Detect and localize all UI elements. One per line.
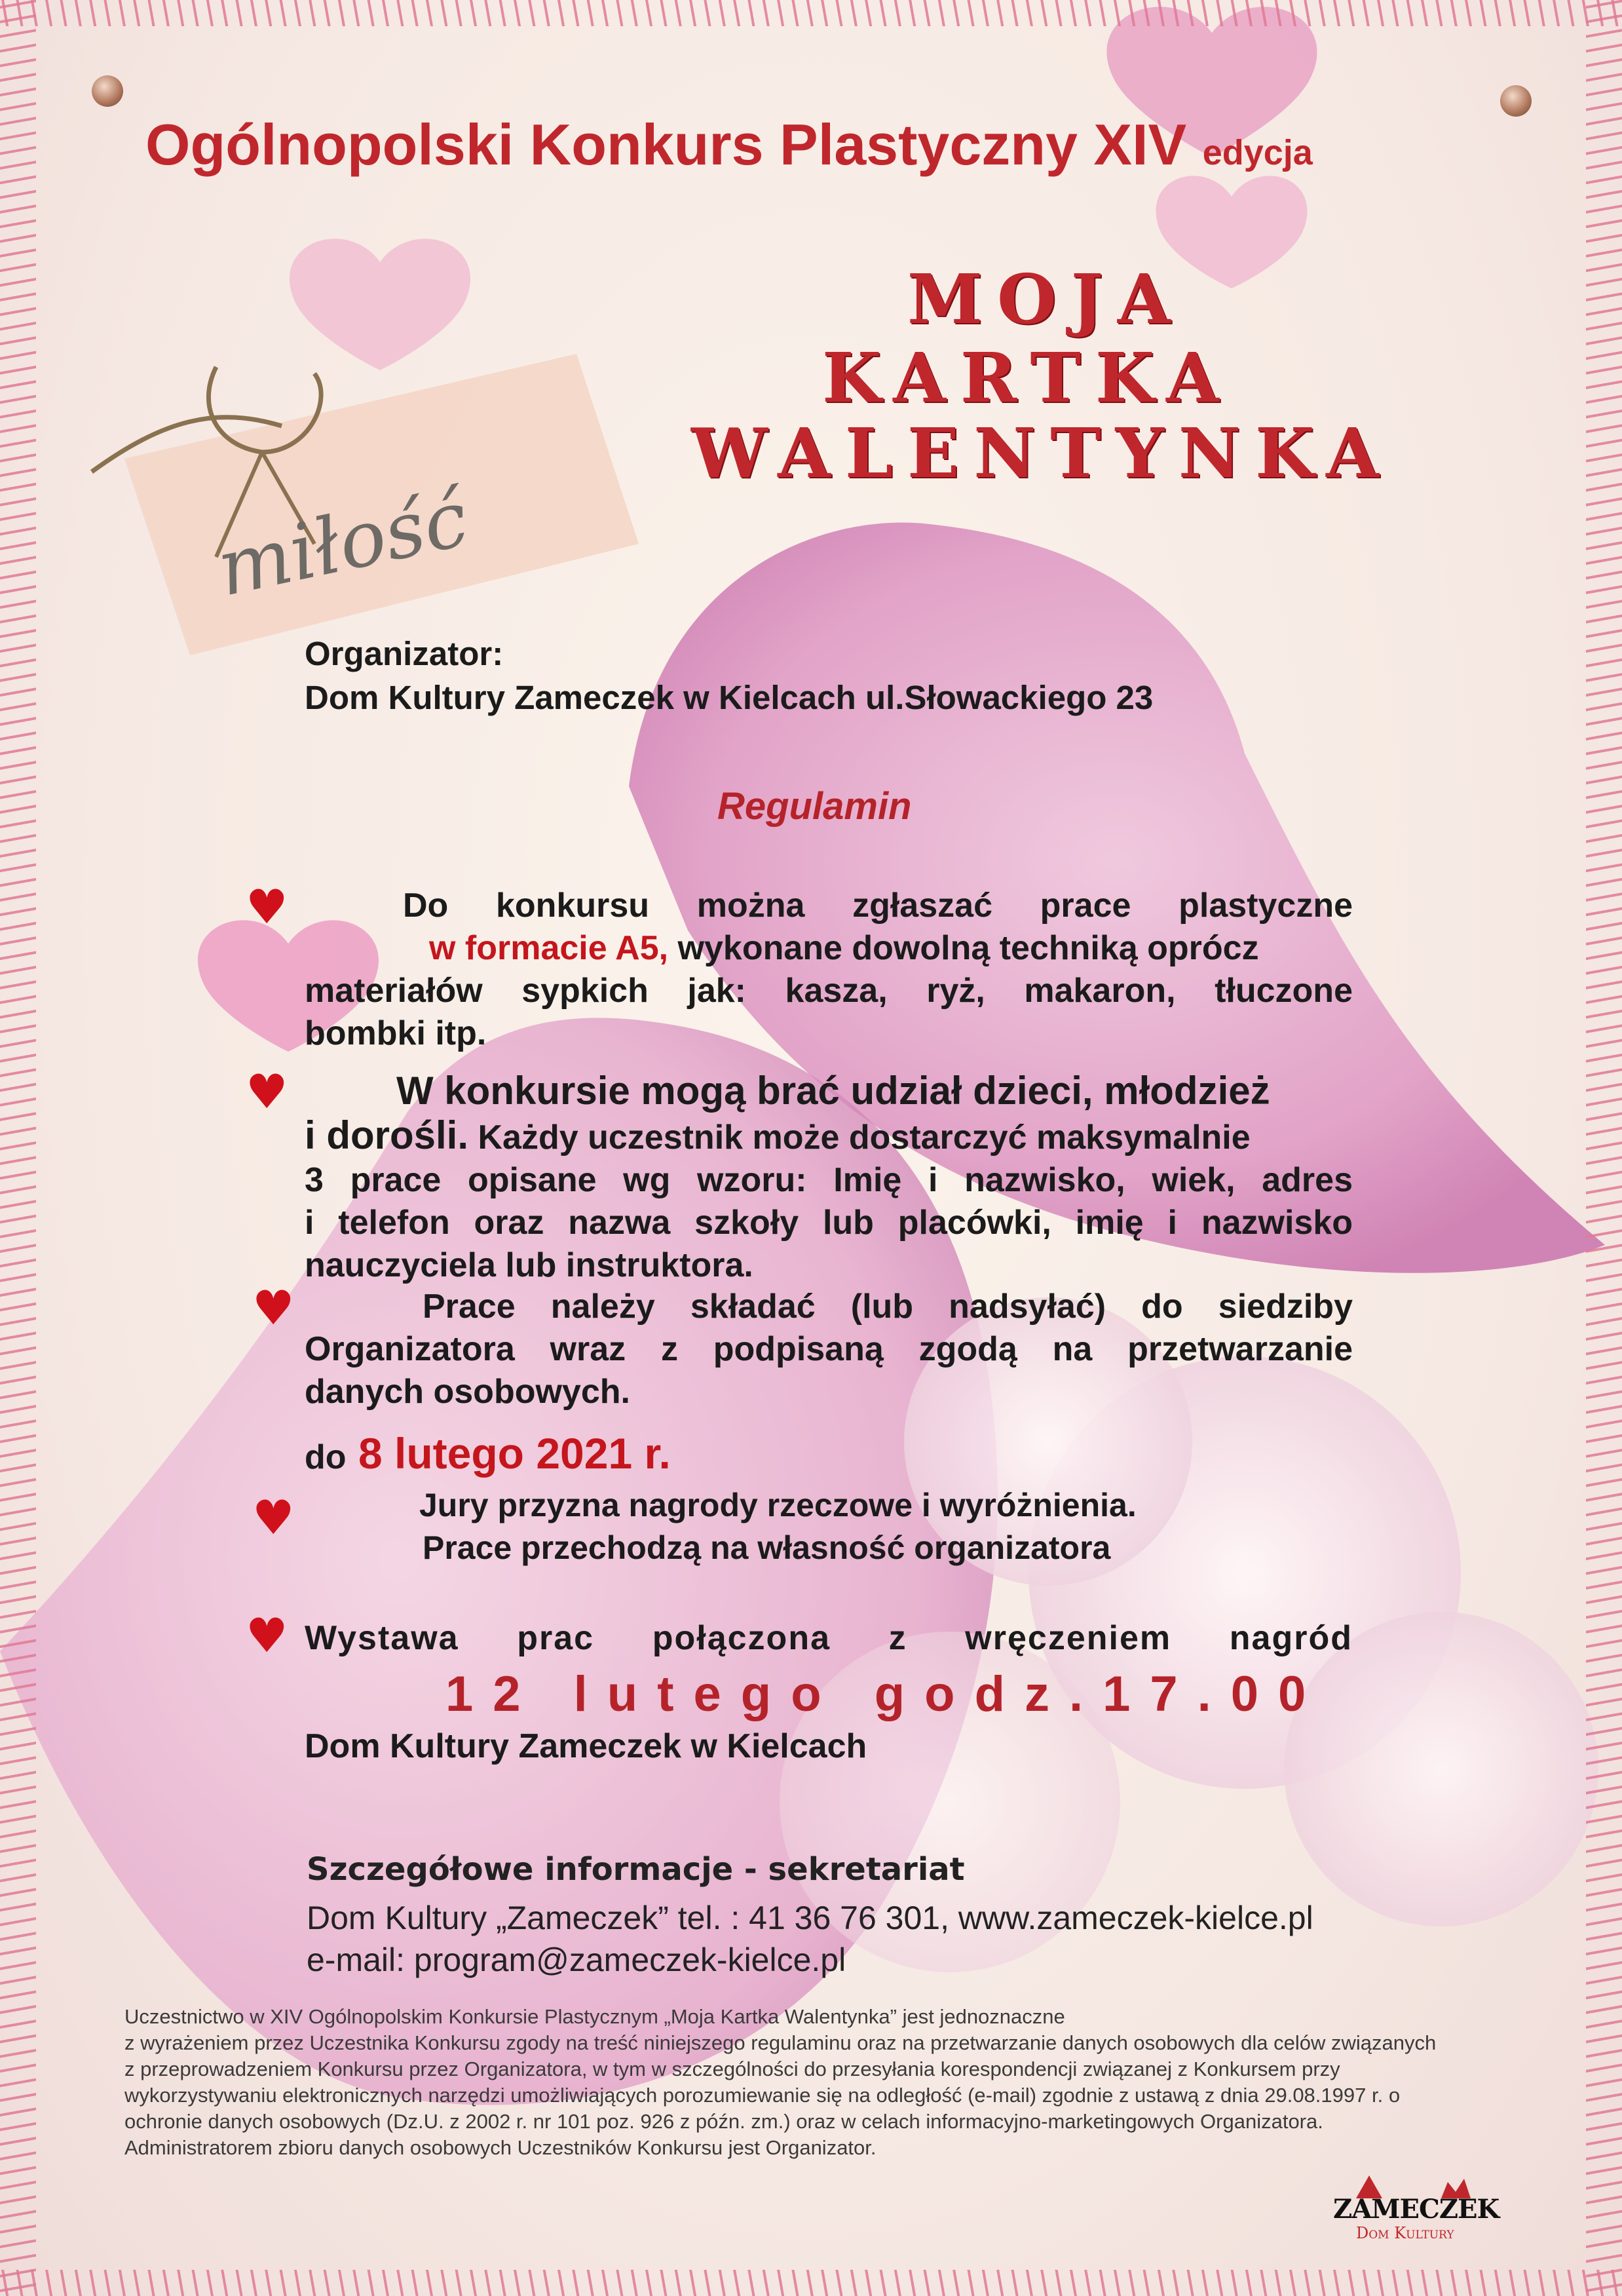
fineprint-line: wykorzystywaniu elektronicznych narzędzi umożliwiających porozumiewanie się na odległość (e-mail) zgodnie z ustawą z dnia 29.08.1997 r. o bbox=[124, 2084, 1401, 2107]
rule-3-line-2: Organizatora wraz z podpisaną zgodą na przetwarzanie bbox=[305, 1330, 1353, 1368]
exhibition-date: 12 lutego godz.17.00 bbox=[445, 1666, 1326, 1722]
stitched-border-bottom bbox=[0, 2270, 1622, 2296]
heart-bullet-icon: ♥ bbox=[252, 1490, 295, 1545]
fineprint-line: z wyrażeniem przez Uczestnika Konkursu zgody na treść niniejszego regulaminu oraz na przetwarzanie danych osobowych dla celów związanych bbox=[124, 2031, 1437, 2054]
fineprint-line: Uczestnictwo w XIV Ogólnopolskim Konkursie Plastycznym „Moja Kartka Walentynka” jest jednoznaczne bbox=[124, 2005, 1065, 2028]
rule-2-line-5: nauczyciela lub instruktora. bbox=[305, 1246, 753, 1284]
edition-word: edycja bbox=[1202, 133, 1313, 172]
contact-email: e-mail: program@zameczek-kielce.pl bbox=[307, 1942, 846, 1978]
logo-subtitle: Dom Kultury bbox=[1356, 2224, 1454, 2242]
stitched-border-top bbox=[0, 0, 1622, 26]
logo-name: ZAMECZEK bbox=[1333, 2194, 1499, 2225]
rule-1-rest: wykonane dowolną techniką oprócz bbox=[677, 929, 1259, 967]
deadline-prefix: do bbox=[305, 1438, 347, 1476]
title-line-2: KARTKA bbox=[822, 337, 1234, 418]
fineprint-line: z przeprowadzeniem Konkursu przez Organizatora, w tym w szczególności do przesyłania korespondencji związanej z Konkursem przy bbox=[124, 2057, 1340, 2080]
rule-1-line-3: materiałów sypkich jak: kasza, ryż, makaron, tłuczone bbox=[305, 972, 1353, 1010]
fineprint bbox=[124, 2004, 1487, 2161]
rule-1-line-4: bombki itp. bbox=[305, 1014, 487, 1052]
rule-2-line-3: 3 prace opisane wg wzoru: Imię i nazwisko, wiek, adres bbox=[305, 1161, 1353, 1199]
exhibition: Wystawa prac połączona z wręczeniem nagród bbox=[305, 1619, 1353, 1657]
rule-2 bbox=[305, 1068, 1353, 1287]
rule-2-big-line: W konkursie mogą brać udział dzieci, młodzież bbox=[396, 1069, 1270, 1113]
contact-heading: Szczegółowe informacje - sekretariat bbox=[307, 1851, 965, 1888]
zameczek-logo bbox=[1330, 2169, 1499, 2248]
exhibition-place: Dom Kultury Zameczek w Kielcach bbox=[305, 1727, 867, 1765]
rule-2-line-2 bbox=[305, 1114, 1353, 1159]
organizer-value: Dom Kultury Zameczek w Kielcach ul.Słowackiego 23 bbox=[305, 679, 1154, 716]
deadline bbox=[305, 1428, 671, 1478]
edition-number: XIV bbox=[1093, 112, 1187, 177]
rule-3-line-1: Prace należy składać (lub nadsyłać) do siedziby bbox=[423, 1288, 1353, 1326]
rule-3 bbox=[305, 1286, 1353, 1413]
rule-1-line-1: Do konkursu można zgłaszać prace plastyczne bbox=[403, 887, 1353, 925]
rule-1-line-2 bbox=[305, 927, 1353, 970]
format-highlight: w formacie A5, bbox=[429, 929, 669, 967]
regulations-heading: Regulamin bbox=[717, 785, 912, 828]
rule-1 bbox=[305, 885, 1353, 1055]
rivet-icon bbox=[92, 75, 123, 107]
fineprint-line: Administratorem zbioru danych osobowych Uczestników Konkursu jest Organizator. bbox=[124, 2136, 877, 2159]
stitched-border-right bbox=[1586, 0, 1622, 2296]
fineprint-line: ochronie danych osobowych (Dz.U. z 2002 r. nr 101 poz. 926 z późn. zm.) oraz w celach informacyjno-marketingowych Organizatora. bbox=[124, 2110, 1323, 2133]
contest-name: Ogólnopolski Konkurs Plastyczny bbox=[145, 112, 1078, 177]
rivet-icon bbox=[1500, 85, 1532, 117]
title-line-3: WALENTYNKA bbox=[691, 413, 1393, 493]
rule-4-line-2: Prace przechodzą na własność organizatora bbox=[423, 1529, 1111, 1566]
heart-bullet-icon: ♥ bbox=[246, 879, 288, 934]
rule-3-line-3: danych osobowych. bbox=[305, 1373, 630, 1411]
contest-header bbox=[145, 111, 1313, 178]
rule-2-rest: Każdy uczestnik może dostarczyć maksymalnie bbox=[478, 1119, 1251, 1157]
rule-4-line-1: Jury przyzna nagrody rzeczowe i wyróżnienia. bbox=[419, 1487, 1137, 1523]
rule-2-line-4: i telefon oraz nazwa szkoły lub placówki, imię i nazwisko bbox=[305, 1204, 1353, 1242]
stitched-border-left bbox=[0, 0, 36, 2296]
deadline-date: 8 lutego 2021 r. bbox=[358, 1429, 671, 1478]
rule-2-big-2: i dorośli. bbox=[305, 1113, 469, 1157]
tag-label: miłość bbox=[209, 472, 476, 614]
heart-bullet-icon: ♥ bbox=[246, 1608, 288, 1663]
organizer-label: Organizator: bbox=[305, 635, 504, 672]
title-line-1: MOJA bbox=[907, 259, 1185, 339]
heart-bullet-icon: ♥ bbox=[252, 1280, 295, 1335]
heart-bullet-icon: ♥ bbox=[246, 1064, 288, 1119]
contact-line-1: Dom Kultury „Zameczek” tel. : 41 36 76 301, www.zameczek-kielce.pl bbox=[307, 1900, 1313, 1936]
